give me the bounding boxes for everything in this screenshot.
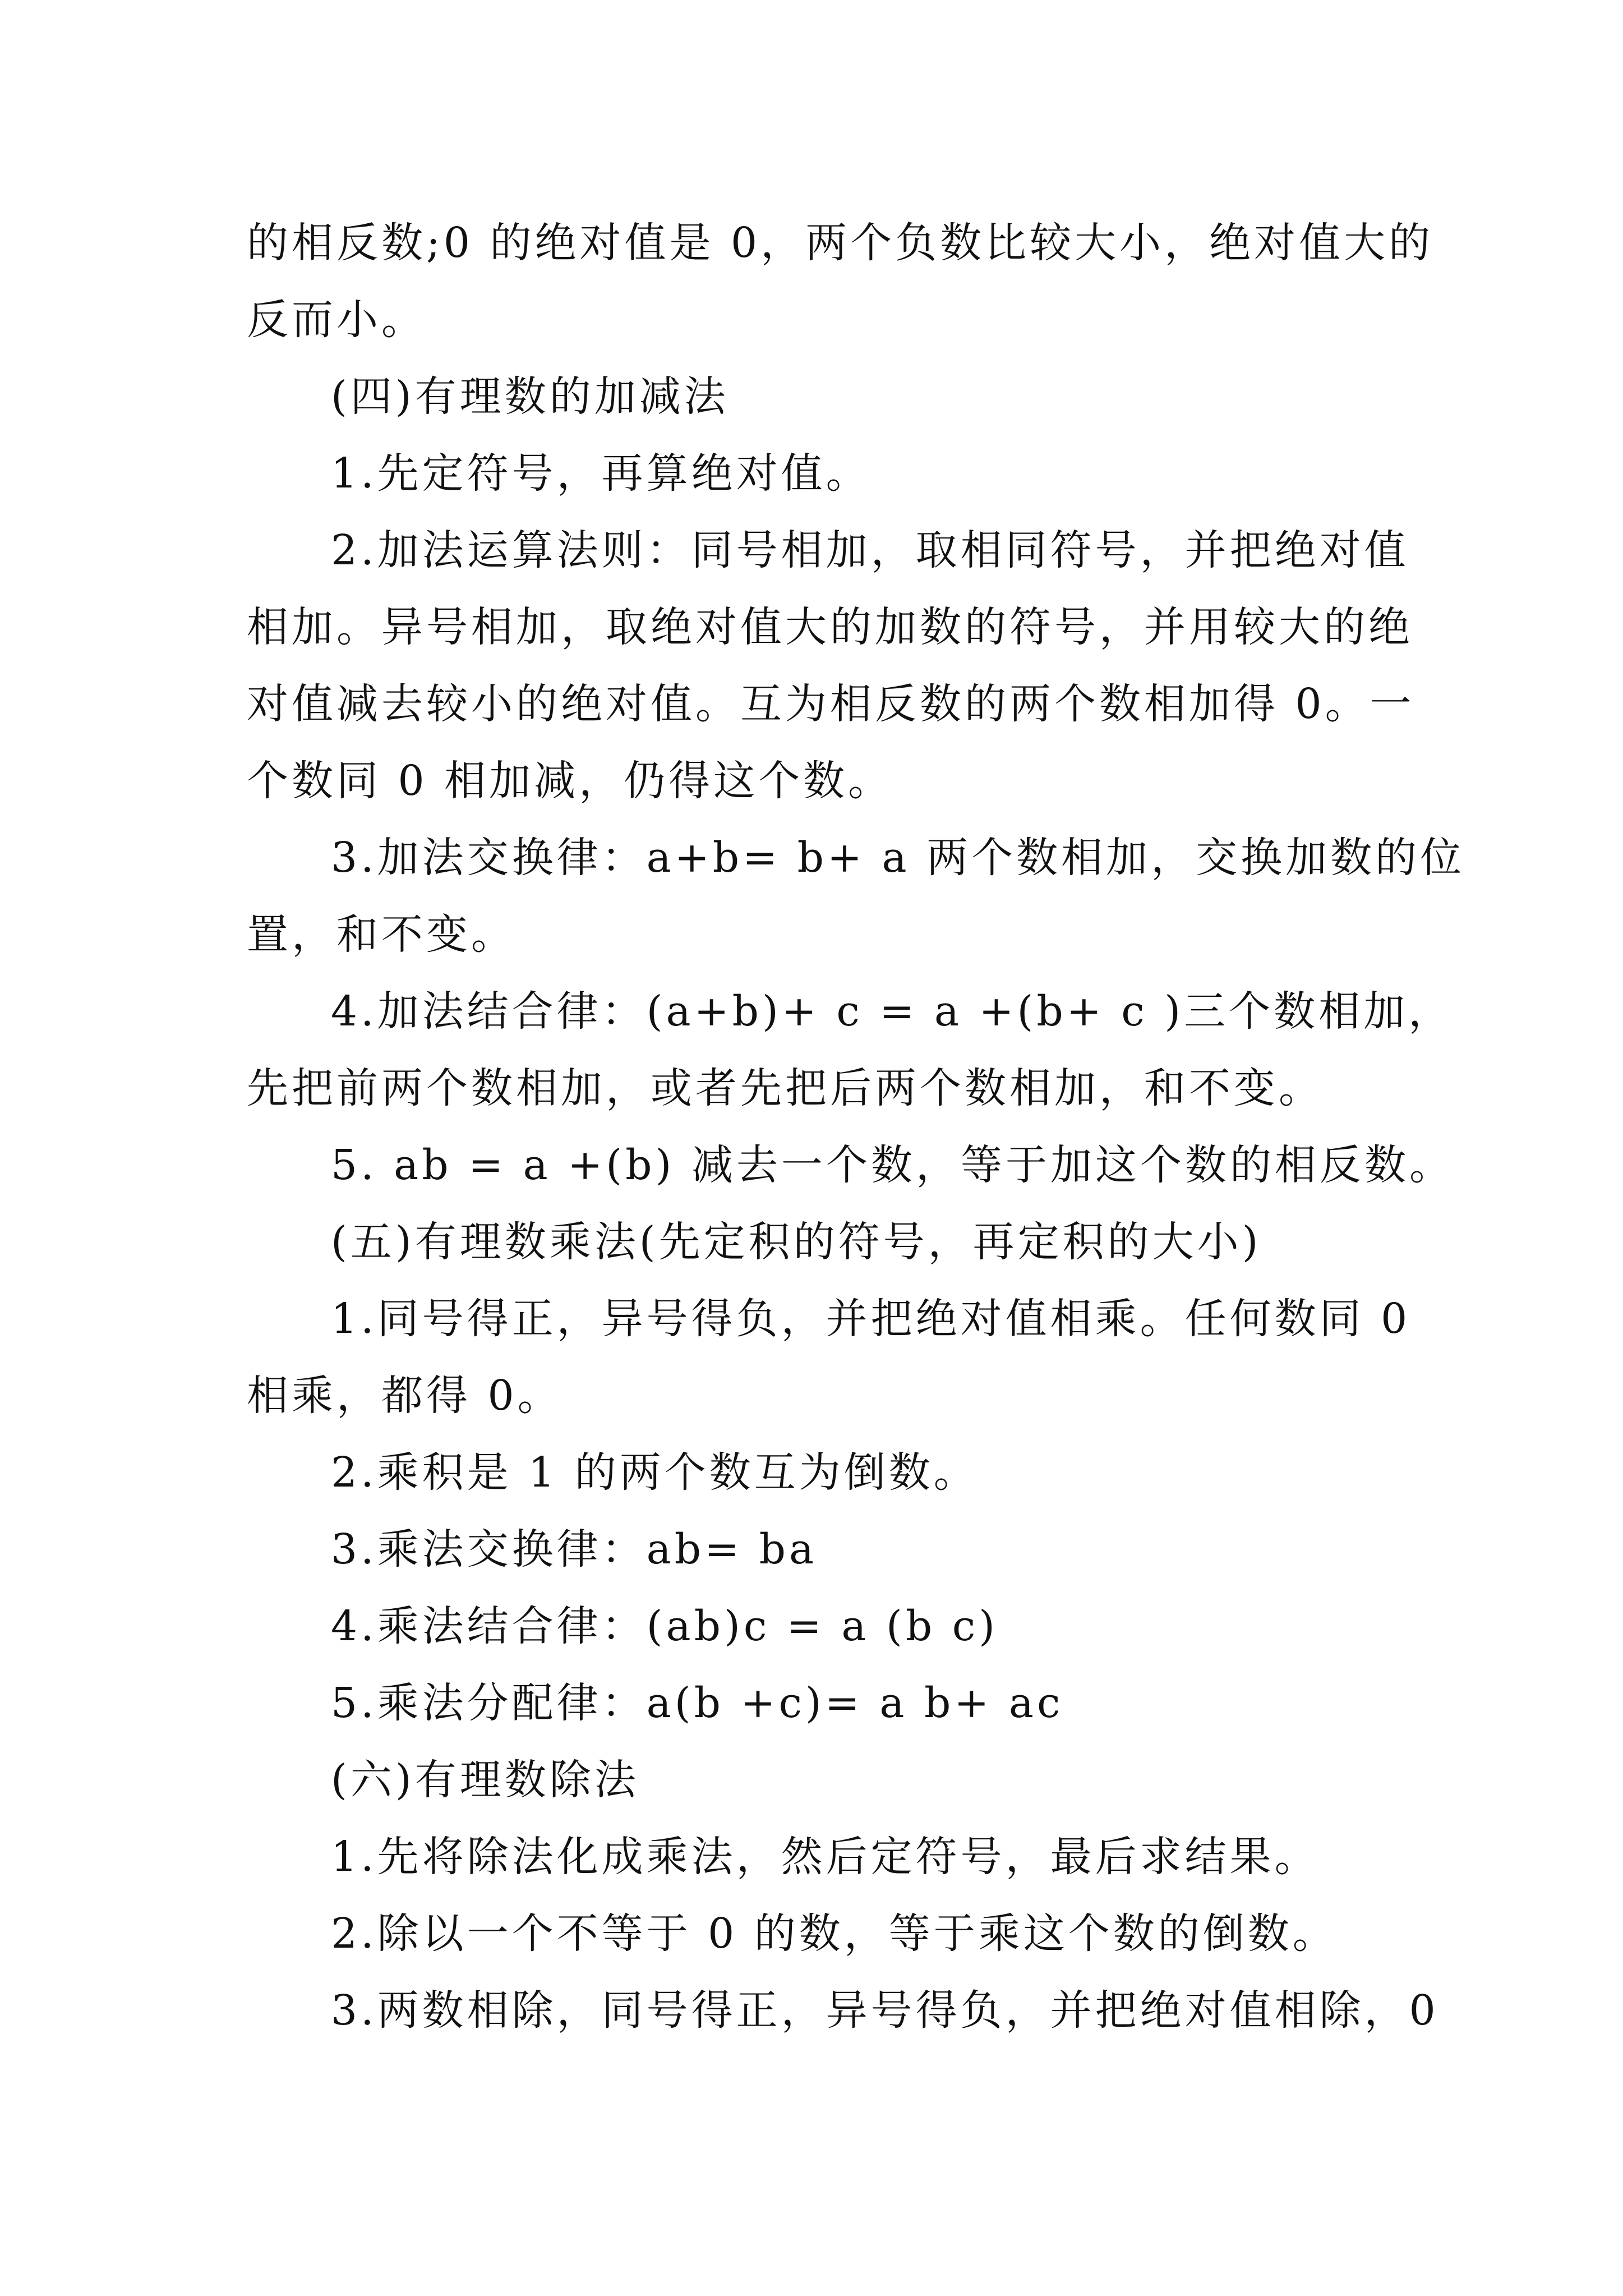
text-line: 4.乘法结合律：(ab)c = a (b c) <box>331 1602 999 1650</box>
text-line: 5.乘法分配律：a(b +c)= a b+ ac <box>331 1679 1064 1727</box>
text-line: 先把前两个数相加，或者先把后两个数相加，和不变。 <box>247 1064 1324 1112</box>
text-line: 2.加法运算法则：同号相加，取相同符号，并把绝对值 <box>331 526 1409 574</box>
text-line: 2.除以一个不等于 0 的数，等于乘这个数的倒数。 <box>331 1910 1338 1958</box>
text-line: 3.两数相除，同号得正，异号得负，并把绝对值相除，0 <box>331 1986 1439 2035</box>
text-line: 反而小。 <box>247 296 426 344</box>
text-line: 的相反数;0 的绝对值是 0，两个负数比较大小，绝对值大的 <box>247 219 1434 267</box>
text-line: 2.乘积是 1 的两个数互为倒数。 <box>331 1448 979 1497</box>
text-line: 3.加法交换律：a+b= b+ a 两个数相加，交换加数的位 <box>331 834 1465 882</box>
text-line: 1.先将除法化成乘法，然后定符号，最后求结果。 <box>331 1833 1320 1881</box>
text-line: 3.乘法交换律：ab= ba <box>331 1525 818 1573</box>
text-line: 1.先定符号，再算绝对值。 <box>331 449 871 498</box>
text-line: 置，和不变。 <box>247 910 516 959</box>
text-line: 相乘，都得 0。 <box>247 1372 562 1420</box>
text-line: 个数同 0 相加减，仍得这个数。 <box>247 757 893 805</box>
text-line: 5. ab = a +(b) 减去一个数，等于加这个数的相反数。 <box>331 1141 1454 1189</box>
text-line: 4.加法结合律：(a+b)+ c = a +(b+ c )三个数相加， <box>331 987 1454 1036</box>
text-line: (四)有理数的加减法 <box>331 372 729 421</box>
text-line: 相加。异号相加，取绝对值大的加数的符号，并用较大的绝 <box>247 603 1413 651</box>
text-line: 1.同号得正，异号得负，并把绝对值相乘。任何数同 0 <box>331 1295 1411 1343</box>
text-line: (六)有理数除法 <box>331 1756 639 1804</box>
text-line: (五)有理数乘法(先定积的符号，再定积的大小) <box>331 1218 1262 1266</box>
document-body <box>247 205 1465 2049</box>
text-line: 对值减去较小的绝对值。互为相反数的两个数相加得 0。一 <box>247 680 1415 728</box>
